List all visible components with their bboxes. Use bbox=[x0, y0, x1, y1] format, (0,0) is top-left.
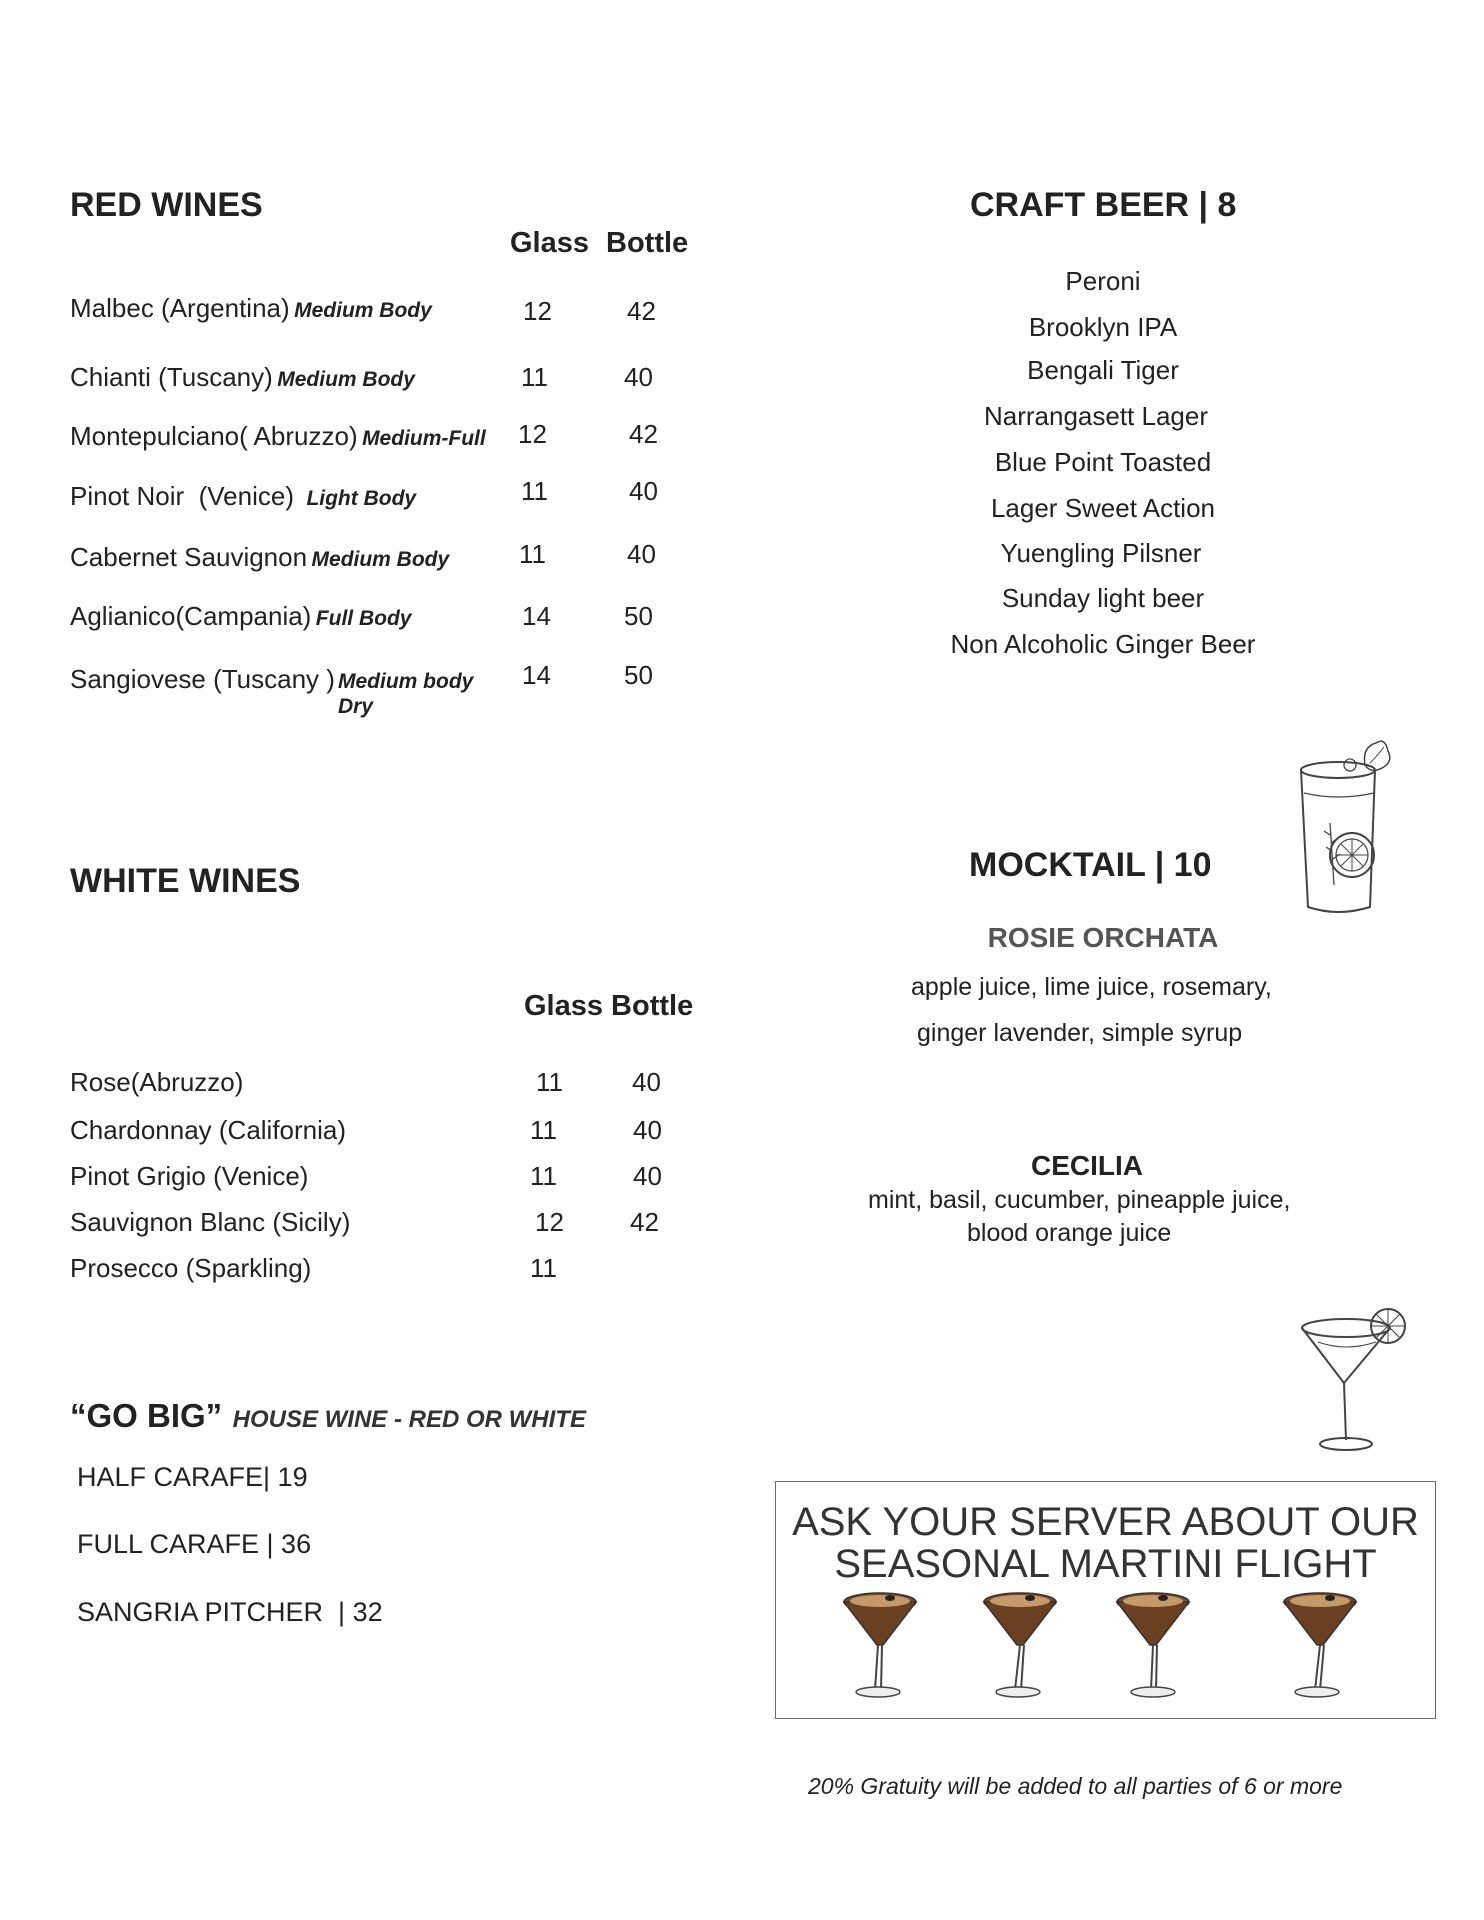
espresso-martini-icon bbox=[1275, 1590, 1365, 1700]
glass-price: 11 bbox=[519, 539, 546, 569]
glass-price: 12 bbox=[523, 296, 552, 326]
list-item: Blue Point Toasted bbox=[994, 447, 1212, 477]
glass-price: 14 bbox=[522, 660, 551, 690]
go-big-title: “GO BIG” bbox=[70, 1397, 223, 1434]
bottle-price: 40 bbox=[627, 539, 656, 569]
list-item: Narrangasett Lager bbox=[983, 401, 1209, 431]
bottle-price: 42 bbox=[627, 296, 656, 326]
wine-body-note: Medium-Full bbox=[362, 427, 486, 450]
list-item: Non Alcoholic Ginger Beer bbox=[950, 629, 1256, 659]
mocktail-ingredients: apple juice, lime juice, rosemary, bbox=[911, 973, 1272, 1001]
bottle-price: 40 bbox=[624, 362, 653, 392]
glass-price: 11 bbox=[536, 1067, 563, 1097]
wine-name: Sangiovese (Tuscany ) bbox=[70, 664, 335, 694]
glass-price: 11 bbox=[521, 476, 548, 506]
list-item: Yuengling Pilsner bbox=[1000, 538, 1202, 568]
wine-name: Montepulciano( Abruzzo) bbox=[70, 421, 358, 451]
mocktail-ingredients: blood orange juice bbox=[967, 1219, 1172, 1247]
mocktail-name: ROSIE ORCHATA bbox=[987, 922, 1219, 953]
wine-body-note-2: Dry bbox=[338, 695, 374, 718]
glass-price: 11 bbox=[530, 1253, 557, 1283]
wine-name: Pinot Grigio (Venice) bbox=[70, 1161, 309, 1191]
martini-glass-icon bbox=[1298, 1308, 1410, 1454]
wine-name: Chianti (Tuscany) bbox=[70, 362, 273, 392]
highball-cocktail-icon bbox=[1290, 735, 1400, 920]
bottle-price: 50 bbox=[624, 660, 653, 690]
full-carafe-price: FULL CARAFE | 36 bbox=[77, 1529, 312, 1559]
bottle-price: 40 bbox=[632, 1067, 661, 1097]
go-big-heading-row bbox=[70, 1397, 586, 1435]
wine-name: Chardonnay (California) bbox=[70, 1115, 347, 1145]
wine-name: Prosecco (Sparkling) bbox=[70, 1253, 312, 1283]
sangria-pitcher-price: SANGRIA PITCHER | 32 bbox=[77, 1597, 383, 1627]
promo-line-2: SEASONAL MARTINI FLIGHT bbox=[834, 1542, 1377, 1586]
red-wines-heading: RED WINES bbox=[70, 186, 263, 224]
craft-beer-heading: CRAFT BEER | 8 bbox=[970, 186, 1237, 224]
espresso-martini-icon bbox=[975, 1590, 1065, 1700]
espresso-martini-icon bbox=[1108, 1590, 1198, 1700]
white-wines-column-header: Glass Bottle bbox=[524, 990, 694, 1022]
wine-body-note: Light Body bbox=[306, 487, 417, 510]
bottle-price: 42 bbox=[629, 419, 658, 449]
glass-price: 11 bbox=[530, 1161, 557, 1191]
glass-price: 12 bbox=[535, 1207, 564, 1237]
mocktail-ingredients: mint, basil, cucumber, pineapple juice, bbox=[868, 1186, 1291, 1214]
wine-name: Pinot Noir (Venice) bbox=[70, 481, 294, 511]
bottle-price: 40 bbox=[633, 1115, 662, 1145]
mocktail-ingredients: ginger lavender, simple syrup bbox=[917, 1019, 1243, 1047]
wine-name: Rose(Abruzzo) bbox=[70, 1067, 244, 1097]
bottle-price: 40 bbox=[629, 476, 658, 506]
bottle-price: 50 bbox=[624, 601, 653, 631]
wine-body-note: Medium Body bbox=[311, 548, 450, 571]
wine-name: Malbec (Argentina) bbox=[70, 293, 290, 323]
wine-name: Aglianico(Campania) bbox=[70, 601, 312, 631]
glass-price: 14 bbox=[522, 601, 551, 631]
gratuity-note: 20% Gratuity will be added to all parties of 6 or more bbox=[808, 1773, 1343, 1799]
list-item: Brooklyn IPA bbox=[1028, 312, 1178, 342]
wine-body-note: Medium Body bbox=[294, 299, 432, 322]
glass-price: 11 bbox=[530, 1115, 557, 1145]
promo-line-1: ASK YOUR SERVER ABOUT OUR bbox=[792, 1500, 1419, 1544]
wine-body-note: Medium Body bbox=[277, 368, 415, 391]
go-big-subtitle: HOUSE WINE - RED OR WHITE bbox=[232, 1406, 586, 1433]
list-item: Peroni bbox=[1065, 266, 1141, 296]
red-wines-glass-header: Glass bbox=[510, 227, 589, 259]
list-item: Lager Sweet Action bbox=[990, 493, 1216, 523]
red-wines-bottle-header: Bottle bbox=[606, 227, 689, 259]
mocktail-name: CECILIA bbox=[1031, 1150, 1143, 1181]
wine-name: Cabernet Sauvignon bbox=[70, 542, 308, 572]
white-wines-heading: WHITE WINES bbox=[70, 862, 301, 900]
mocktail-heading: MOCKTAIL | 10 bbox=[969, 846, 1212, 884]
glass-price: 12 bbox=[518, 419, 547, 449]
wine-name: Sauvignon Blanc (Sicily) bbox=[70, 1207, 351, 1237]
list-item: Bengali Tiger bbox=[1027, 355, 1179, 385]
glass-price: 11 bbox=[521, 362, 548, 392]
bottle-price: 40 bbox=[633, 1161, 662, 1191]
espresso-martini-icon bbox=[835, 1590, 925, 1700]
wine-body-note: Medium body bbox=[338, 670, 474, 693]
list-item: Sunday light beer bbox=[1001, 583, 1205, 613]
half-carafe-price: HALF CARAFE| 19 bbox=[77, 1462, 308, 1492]
wine-body-note: Full Body bbox=[315, 607, 412, 630]
bottle-price: 42 bbox=[630, 1207, 659, 1237]
